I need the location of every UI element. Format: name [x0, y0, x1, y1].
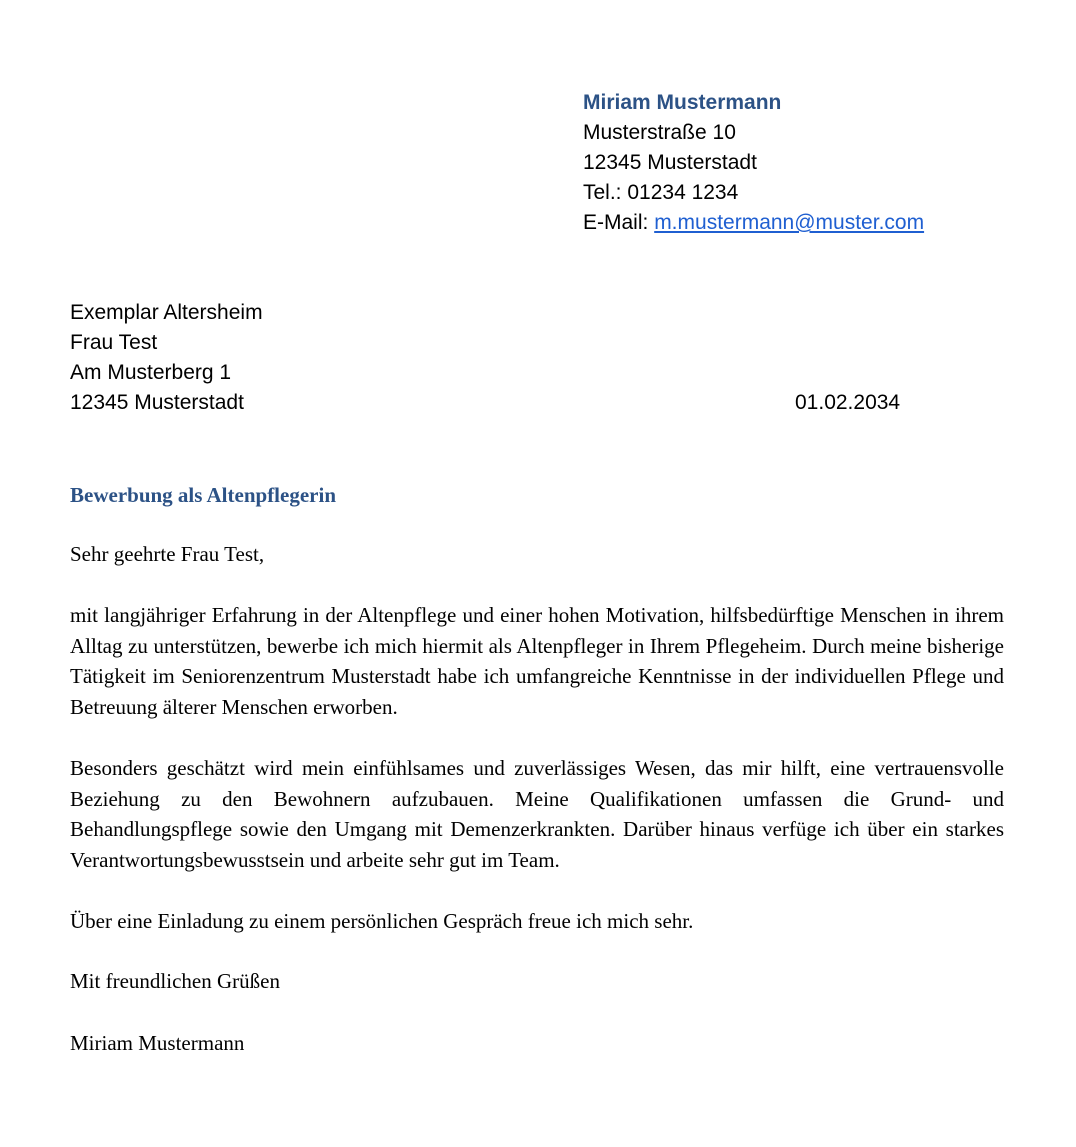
- sender-email-link[interactable]: m.mustermann@muster.com: [654, 211, 925, 234]
- recipient-city: 12345 Musterstadt: [70, 391, 244, 414]
- sender-block: [583, 88, 924, 238]
- paragraph-3: Über eine Einladung zu einem persönlichen Gespräch freue ich mich sehr.: [70, 909, 694, 933]
- paragraph-2: Besonders geschätzt wird mein einfühlsames und zuverlässiges Wesen, das mir hilft, eine vertrauensvolle Beziehung zu den Bewohnern aufzubauen. Meine Qualifikationen umfassen die Grund- und Behandlungspflege sowie den Umgang mit Demenzerkrankten. Darüber hinaus verfüge ich über ein starkes Verantwortungsbewusstsein und arbeite sehr gut im Team.: [70, 756, 1004, 872]
- recipient-contact: Frau Test: [70, 331, 158, 354]
- recipient-block: [70, 298, 263, 418]
- paragraph-1: mit langjähriger Erfahrung in der Altenpflege und einer hohen Motivation, hilfsbedürftige Menschen in ihrem Alltag zu unterstützen, bewerbe ich mich hiermit als Altenpfleger in Ihrem Pflegeheim. Durch meine bisherige Tätigkeit im Seniorenzentrum Musterstadt habe ich umfangreiche Kenntnisse in der individuellen Pflege und Betreuung älterer Menschen erworben.: [70, 603, 1004, 719]
- signature: Miriam Mustermann: [70, 1031, 245, 1055]
- subject-line: Bewerbung als Altenpflegerin: [70, 483, 336, 507]
- recipient-street: Am Musterberg 1: [70, 361, 232, 384]
- sender-city: 12345 Musterstadt: [583, 151, 757, 174]
- sender-email-line: [583, 208, 924, 238]
- recipient-company: Exemplar Altersheim: [70, 301, 263, 324]
- closing: Mit freundlichen Grüßen: [70, 969, 280, 993]
- letter-date: 01.02.2034: [795, 391, 901, 414]
- salutation: Sehr geehrte Frau Test,: [70, 542, 265, 566]
- sender-street: Musterstraße 10: [583, 121, 736, 144]
- sender-name: Miriam Mustermann: [583, 91, 782, 114]
- sender-email-label: E-Mail:: [583, 211, 655, 234]
- sender-phone: Tel.: 01234 1234: [583, 181, 739, 204]
